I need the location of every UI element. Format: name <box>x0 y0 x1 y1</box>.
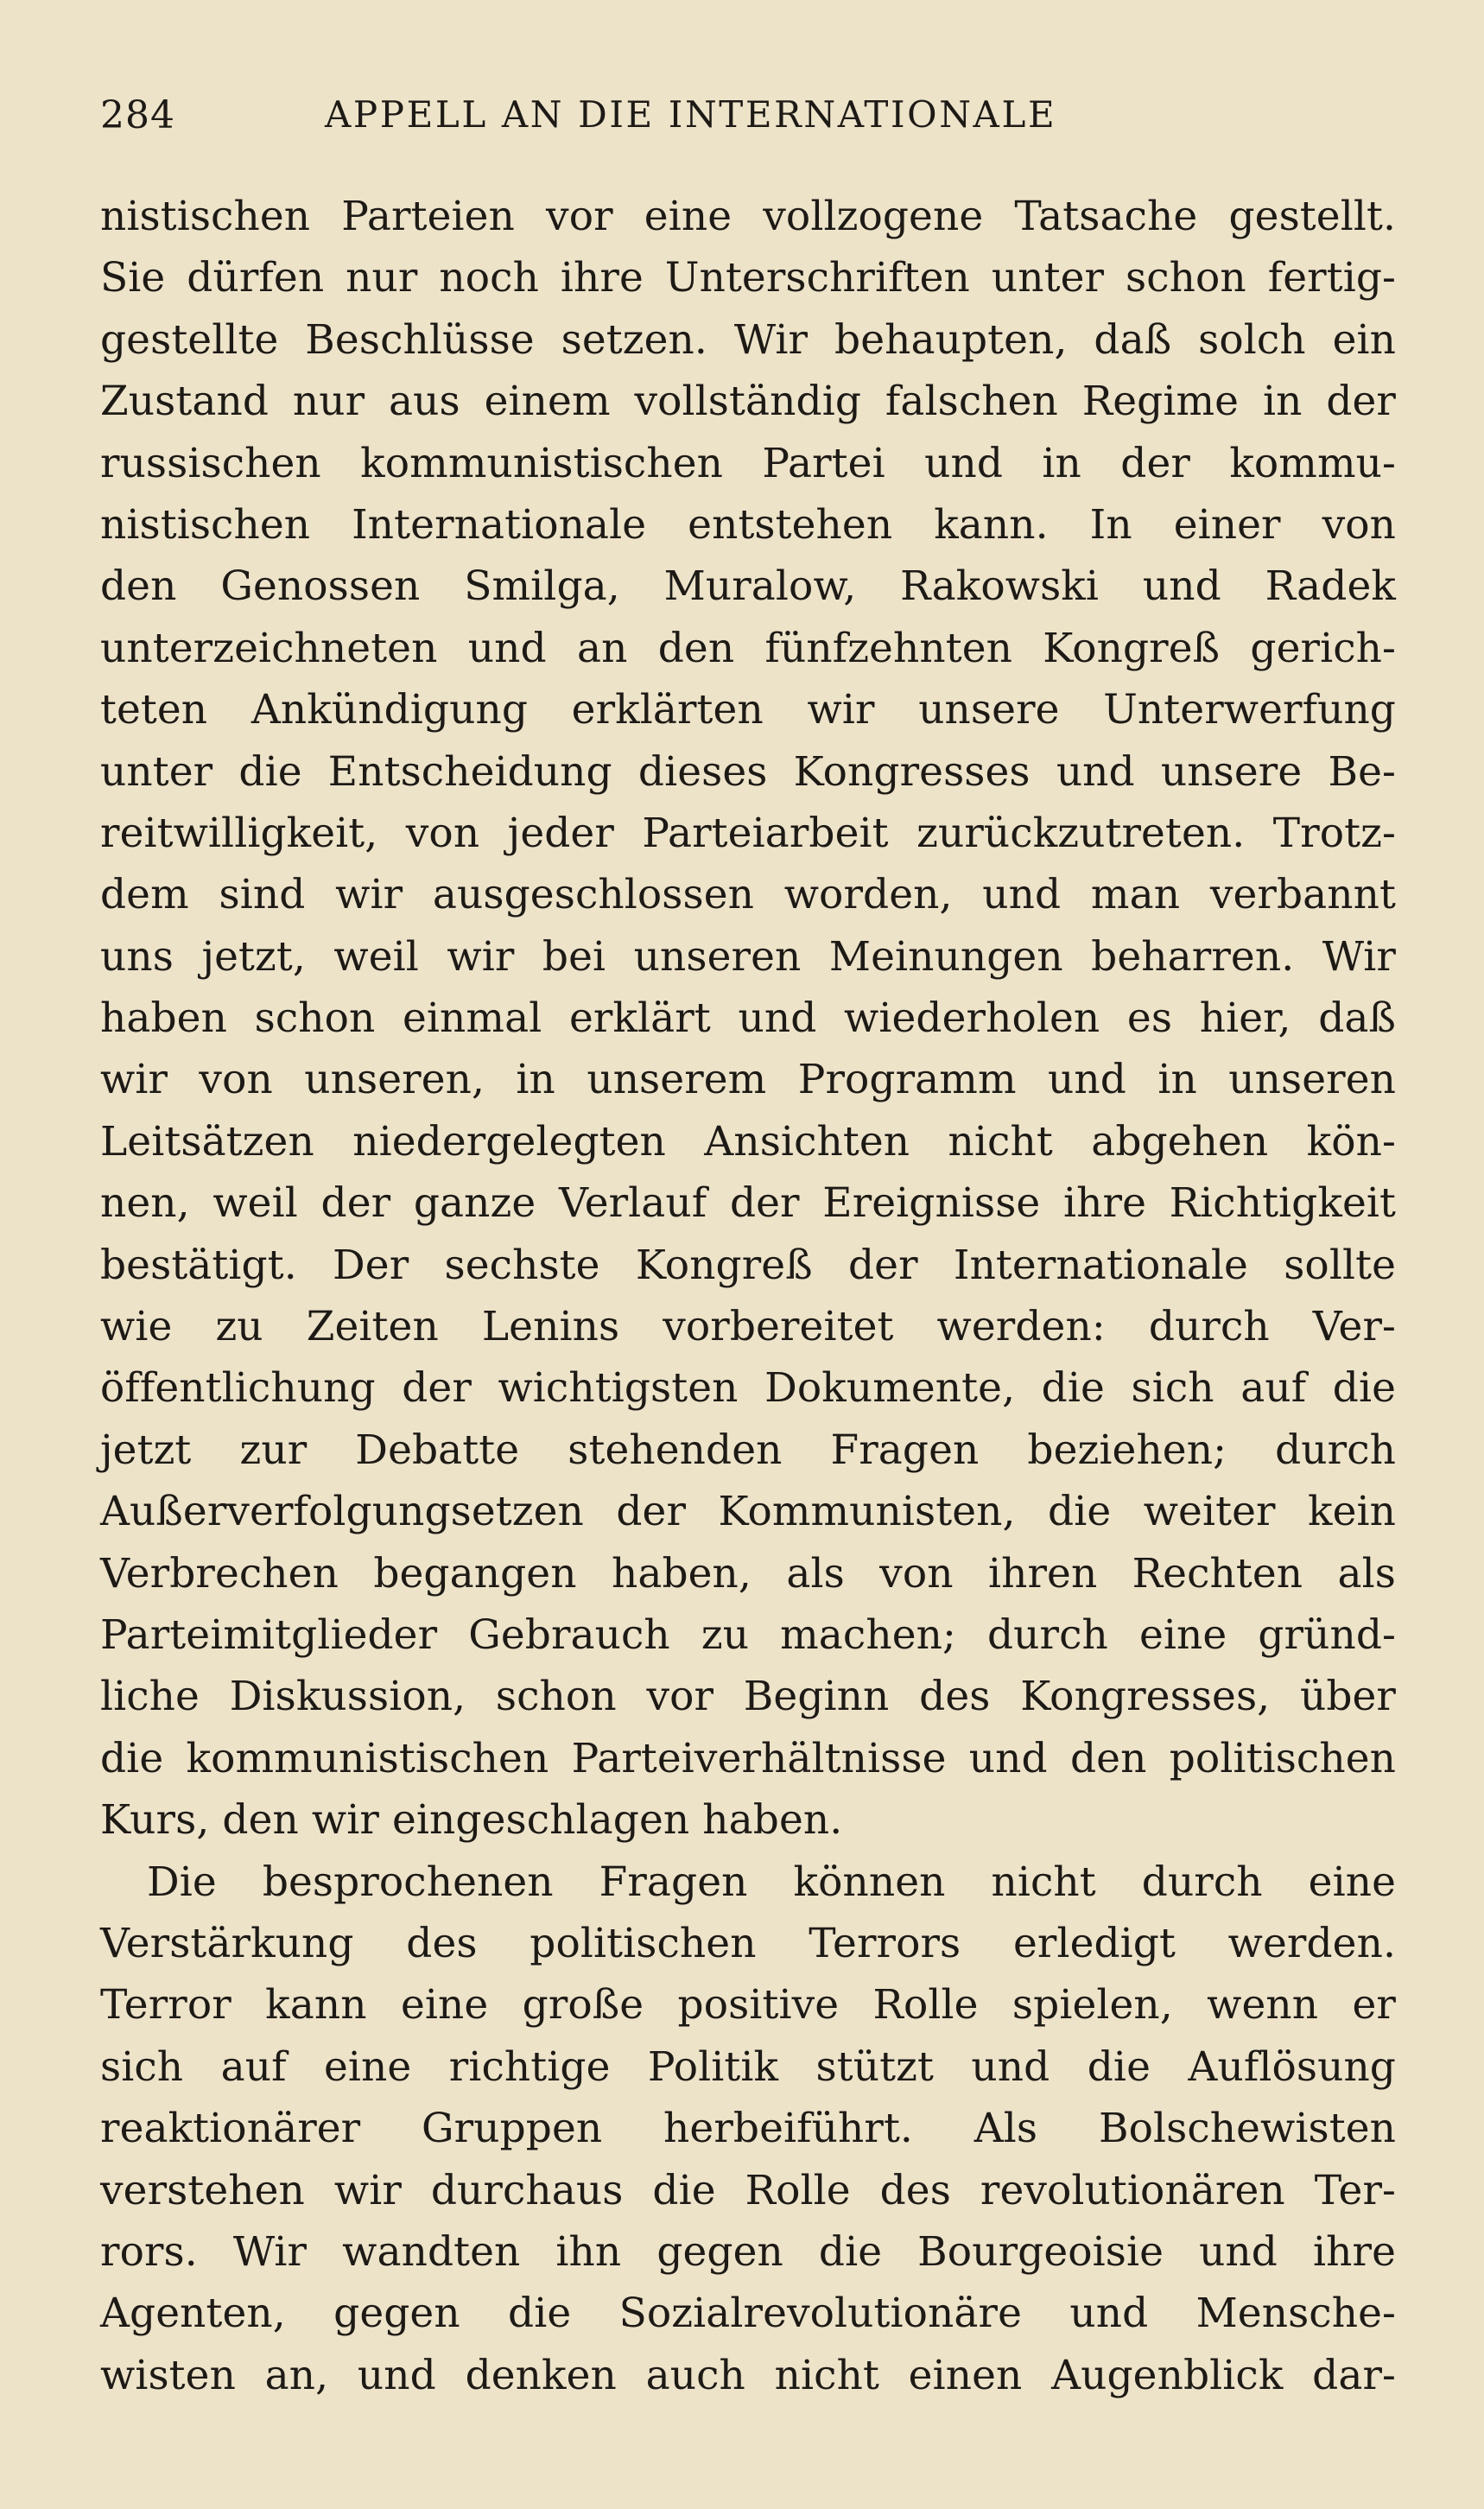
body-text <box>100 186 1396 2467</box>
text-line: jetzt zur Debatte stehenden Fragen beziehen; durch <box>100 1426 1396 1474</box>
text-line: den Genossen Smilga, Muralow, Rakowski und Radek <box>100 562 1396 611</box>
text-line: bestätigt. Der sechste Kongreß der Internationale sollte <box>100 1241 1396 1289</box>
running-head: APPELL AN DIE INTERNATIONALE <box>325 93 1057 136</box>
page-header <box>100 86 1396 156</box>
text-line: Verbrechen begangen haben, als von ihren Rechten als <box>100 1549 1396 1598</box>
text-line: sich auf eine richtige Politik stützt und die Auflösung <box>100 2042 1396 2091</box>
text-line: Terror kann eine große positive Rolle spielen, wenn er <box>100 1981 1396 2029</box>
text-line: teten Ankündigung erklärten wir unsere Unterwerfung <box>100 686 1396 734</box>
text-line: uns jetzt, weil wir bei unseren Meinungen beharren. Wir <box>100 932 1396 981</box>
text-line: haben schon einmal erklärt und wiederholen es hier, daß <box>100 994 1396 1043</box>
text-line: reaktionärer Gruppen herbeiführt. Als Bolschewisten <box>100 2105 1396 2153</box>
text-line: wisten an, und denken auch nicht einen Augenblick dar- <box>100 2351 1396 2399</box>
text-line: verstehen wir durchaus die Rolle des revolutionären Ter- <box>100 2166 1396 2214</box>
text-line: die kommunistischen Parteiverhältnisse und den politischen <box>100 1734 1396 1782</box>
text-line: nistischen Parteien vor eine vollzogene Tatsache gestellt. <box>100 193 1396 240</box>
paragraph-end-line: Kurs, den wir eingeschlagen haben. <box>100 1796 843 1845</box>
text-line: Leitsätzen niedergelegten Ansichten nicht abgehen kön- <box>100 1117 1396 1166</box>
text-line: Agenten, gegen die Sozialrevolutionäre und Mensche- <box>100 2290 1396 2338</box>
paragraph-start-line: Die besprochenen Fragen können nicht durch eine <box>147 1858 1396 1906</box>
text-line: dem sind wir ausgeschlossen worden, und man verbannt <box>100 871 1396 919</box>
text-line: russischen kommunistischen Partei und in der kommu- <box>100 439 1396 487</box>
text-line: öffentlichung der wichtigsten Dokumente, die sich auf die <box>100 1364 1396 1413</box>
text-line: wie zu Zeiten Lenins vorbereitet werden: durch Ver- <box>100 1303 1396 1351</box>
text-line: liche Diskussion, schon vor Beginn des Kongresses, über <box>100 1673 1396 1721</box>
text-line: wir von unseren, in unserem Programm und in unseren <box>100 1056 1396 1104</box>
text-line: Zustand nur aus einem vollständig falschen Regime in der <box>100 378 1396 426</box>
text-line: reitwilligkeit, von jeder Parteiarbeit zurückzutreten. Trotz- <box>100 809 1396 857</box>
text-line: nistischen Internationale entstehen kann. In einer von <box>100 500 1396 549</box>
text-line: unterzeichneten und an den fünfzehnten Kongreß gerich- <box>100 624 1396 672</box>
text-line: Sie dürfen nur noch ihre Unterschriften unter schon fertig- <box>100 254 1396 302</box>
text-line: rors. Wir wandten ihn gegen die Bourgeoisie und ihre <box>100 2227 1396 2276</box>
text-line: Parteimitglieder Gebrauch zu machen; durch eine gründ- <box>100 1610 1396 1659</box>
page-number: 284 <box>100 93 175 137</box>
text-line: gestellte Beschlüsse setzen. Wir behaupten, daß solch ein <box>100 315 1396 364</box>
text-line: unter die Entscheidung dieses Kongresses und unsere Be- <box>100 747 1396 796</box>
text-line: Verstärkung des politischen Terrors erledigt werden. <box>100 1919 1396 1967</box>
text-line: nen, weil der ganze Verlauf der Ereignisse ihre Richtigkeit <box>100 1179 1396 1228</box>
text-line: Außerverfolgungsetzen der Kommunisten, die weiter kein <box>100 1488 1396 1536</box>
